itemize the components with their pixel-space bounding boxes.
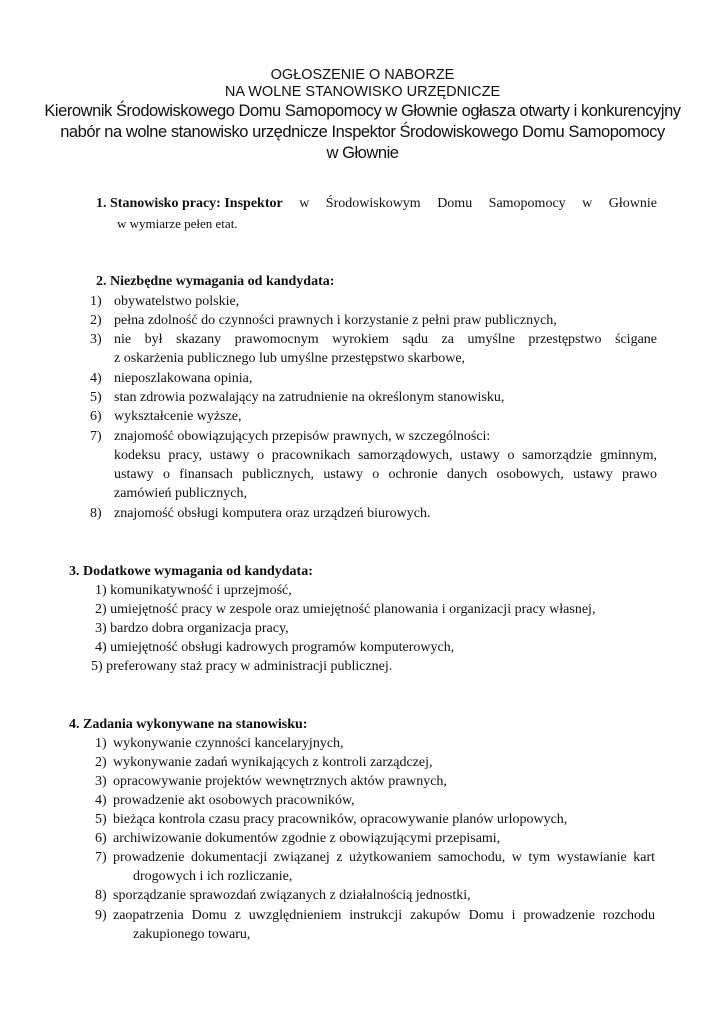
list-item: pełna zdolność do czynności prawnych i korzystanie z pełni praw publicznych, <box>114 313 557 328</box>
list-item: nie był skazany prawomocnym wyrokiem sądu za umyślne przestępstwo ścigane <box>114 332 657 347</box>
section-1-word: Środowiskowym <box>325 196 421 211</box>
list-item: 1) komunikatywność i uprzejmość, <box>95 583 292 598</box>
section-1-word: Głownie <box>608 196 657 211</box>
announcement-intro-line-3: w Głownie <box>326 144 399 162</box>
announcement-title: OGŁOSZENIE O NABORZE <box>270 67 455 83</box>
list-item: 3) bardzo dobra organizacja pracy, <box>95 621 289 636</box>
list-number: 8) <box>95 888 107 903</box>
section-1-word: Domu <box>437 196 473 211</box>
list-item: prowadzenie dokumentacji związanej z użytkowaniem samochodu, w tym wystawianie kart <box>113 850 655 865</box>
list-number: 2) <box>95 755 107 770</box>
announcement-intro-line-1: Kierownik Środowiskowego Domu Samopomocy w Głownie ogłasza otwarty i konkurencyjny <box>44 102 681 120</box>
list-item-continuation: kodeksu pracy, ustawy o pracownikach samorządowych, ustawy o samorządzie gminnym, <box>114 448 657 463</box>
section-1-label: Stanowisko pracy: Inspektor <box>110 196 283 211</box>
section-2-title: 2. Niezbędne wymagania od kandydata: <box>96 274 335 289</box>
list-item: 4) umiejętność obsługi kadrowych programów komputerowych, <box>95 640 455 655</box>
section-1-word: w <box>299 196 310 211</box>
section-1-word: Samopomocy <box>488 196 566 211</box>
list-number: 3) <box>95 774 107 789</box>
list-item: wykonywanie czynności kancelaryjnych, <box>113 736 344 751</box>
list-number: 4) <box>95 793 107 808</box>
list-item-continuation: drogowych i ich rozliczanie, <box>133 869 293 884</box>
list-number: 2) <box>90 313 102 328</box>
list-item: prowadzenie akt osobowych pracowników, <box>113 793 355 808</box>
list-item: znajomość obowiązujących przepisów prawnych, w szczególności: <box>114 429 491 444</box>
list-item-continuation: zakupionego towaru, <box>133 927 251 942</box>
list-item: obywatelstwo polskie, <box>114 294 240 309</box>
list-item: opracowywanie projektów wewnętrznych aktów prawnych, <box>113 774 447 789</box>
list-number: 1) <box>95 736 107 751</box>
list-number: 6) <box>90 409 102 424</box>
list-item: zaopatrzenia Domu z uwzględnieniem instrukcji zakupów Domu i prowadzenie rozchodu <box>113 908 655 923</box>
list-number: 6) <box>95 831 107 846</box>
section-1-position <box>96 196 657 212</box>
list-item: 5) preferowany staż pracy w administracji publicznej. <box>91 659 393 674</box>
section-4-title: 4. Zadania wykonywane na stanowisku: <box>69 717 308 732</box>
list-number: 9) <box>95 908 107 923</box>
list-item: nieposzlakowana opinia, <box>114 371 253 386</box>
section-3-title: 3. Dodatkowe wymagania od kandydata: <box>69 564 313 579</box>
list-item: bieżąca kontrola czasu pracy pracowników, opracowywanie planów urlopowych, <box>113 812 568 827</box>
list-number: 7) <box>90 429 102 444</box>
list-number: 7) <box>95 850 107 865</box>
list-number: 5) <box>90 390 102 405</box>
list-item: wykonywanie zadań wynikających z kontroli zarządczej, <box>113 755 433 770</box>
list-item: znajomość obsługi komputera oraz urządzeń biurowych. <box>114 506 431 521</box>
list-item: wykształcenie wyższe, <box>114 409 242 424</box>
list-item-continuation: z oskarżenia publicznego lub umyślne przestępstwo skarbowe, <box>114 351 466 366</box>
announcement-subtitle: NA WOLNE STANOWISKO URZĘDNICZE <box>224 84 501 100</box>
list-item-continuation: zamówień publicznych, <box>114 486 247 501</box>
section-1-word: w <box>582 196 593 211</box>
list-item: archiwizowanie dokumentów zgodnie z obowiązującymi przepisami, <box>113 831 501 846</box>
list-number: 8) <box>90 506 102 521</box>
list-number: 3) <box>90 332 102 347</box>
list-item-continuation: ustawy o finansach publicznych, ustawy o ochronie danych osobowych, ustawy prawo <box>114 467 657 482</box>
section-1-line-2: w wymiarze pełen etat. <box>117 216 238 231</box>
list-number: 5) <box>95 812 107 827</box>
announcement-intro-line-2: nabór na wolne stanowisko urzędnicze Inspektor Środowiskowego Domu Samopomocy <box>60 123 665 141</box>
list-number: 1) <box>90 294 102 309</box>
list-item: sporządzanie sprawozdań związanych z działalnością jednostki, <box>113 888 471 903</box>
list-number: 4) <box>90 371 102 386</box>
list-item: stan zdrowia pozwalający na zatrudnienie na określonym stanowisku, <box>114 390 505 405</box>
list-item: 2) umiejętność pracy w zespole oraz umiejętność planowania i organizacji pracy własnej, <box>95 602 596 617</box>
section-1-number: 1. <box>96 196 107 211</box>
